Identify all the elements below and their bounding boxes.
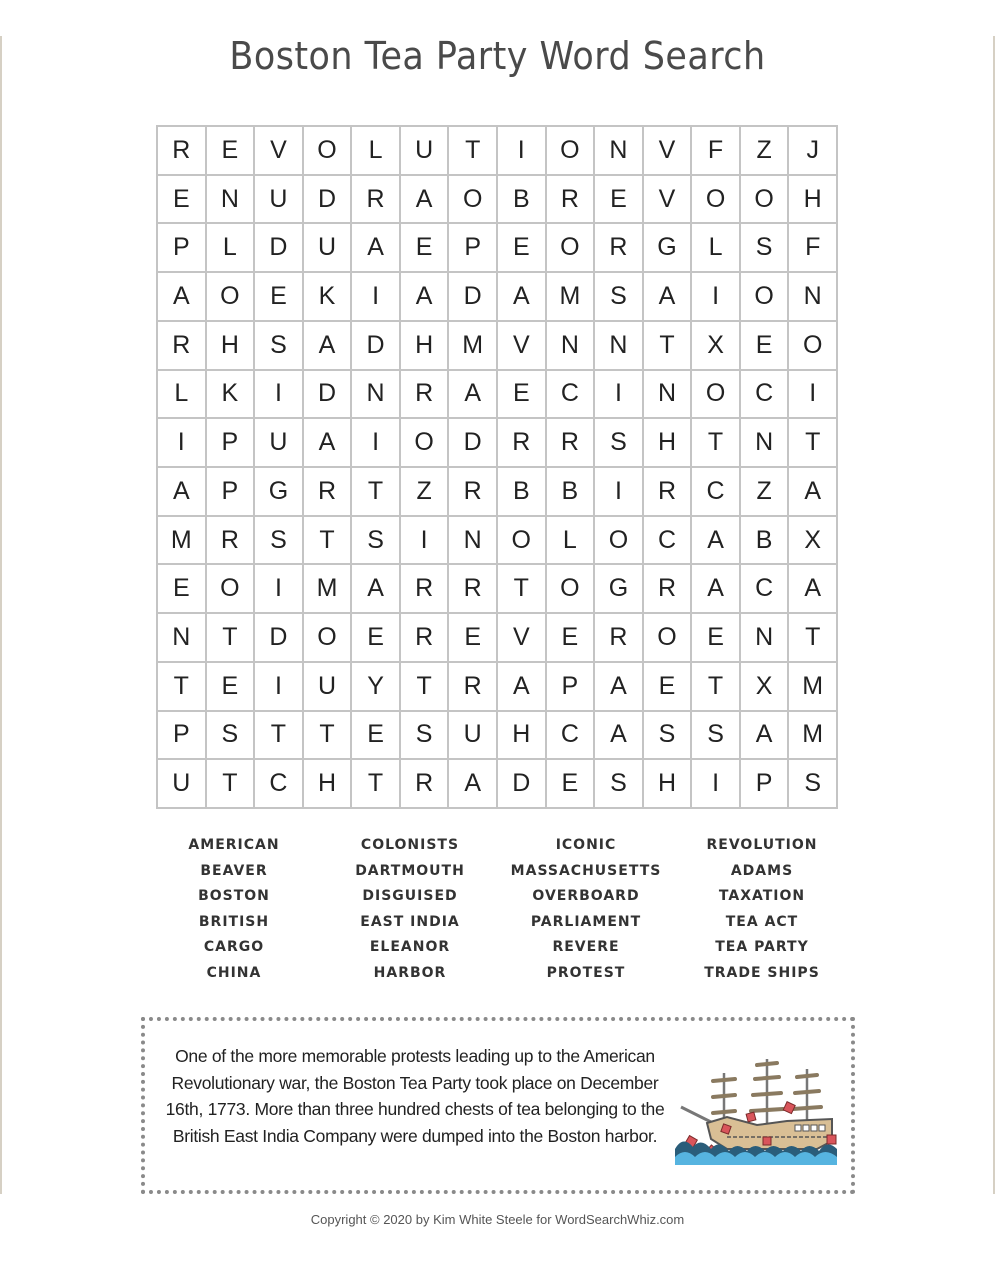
grid-cell[interactable]: E (498, 224, 547, 273)
grid-cell[interactable]: U (158, 760, 207, 809)
grid-cell[interactable]: I (692, 760, 741, 809)
grid-cell[interactable]: O (692, 176, 741, 225)
grid-cell[interactable]: T (255, 712, 304, 761)
grid-cell[interactable]: E (547, 760, 596, 809)
grid-cell[interactable]: H (789, 176, 838, 225)
grid-cell[interactable]: R (352, 176, 401, 225)
grid-cell[interactable]: A (498, 273, 547, 322)
grid-cell[interactable]: A (595, 712, 644, 761)
ship-icon (667, 1051, 843, 1166)
word-list-item: CARGO (203, 939, 265, 955)
grid-cell[interactable]: E (595, 176, 644, 225)
grid-cell[interactable]: D (255, 614, 304, 663)
grid-cell[interactable]: N (352, 371, 401, 420)
grid-cell[interactable]: T (207, 760, 256, 809)
grid-cell[interactable]: B (498, 176, 547, 225)
grid-cell[interactable]: O (595, 517, 644, 566)
grid-cell[interactable]: I (401, 517, 450, 566)
word-list (146, 836, 850, 983)
grid-cell[interactable]: T (498, 565, 547, 614)
grid-cell[interactable]: C (692, 468, 741, 517)
grid-cell[interactable]: E (498, 371, 547, 420)
grid-cell[interactable]: S (255, 322, 304, 371)
grid-cell[interactable]: R (401, 760, 450, 809)
grid-cell[interactable]: O (207, 565, 256, 614)
word-list-item: ADAMS (730, 862, 794, 879)
grid-cell[interactable]: T (352, 468, 401, 517)
grid-cell[interactable]: R (595, 224, 644, 273)
grid-cell[interactable]: D (352, 322, 401, 371)
word-search-grid (156, 125, 838, 809)
grid-cell[interactable]: Z (741, 468, 790, 517)
grid-cell[interactable]: A (789, 565, 838, 614)
grid-cell[interactable]: E (158, 176, 207, 225)
word-list-item: TEA PARTY (715, 939, 809, 955)
grid-cell[interactable]: C (644, 517, 693, 566)
grid-cell[interactable]: P (158, 712, 207, 761)
grid-cell[interactable]: U (255, 419, 304, 468)
grid-cell[interactable]: I (498, 127, 547, 176)
grid-cell[interactable]: D (449, 273, 498, 322)
grid-cell[interactable]: S (207, 712, 256, 761)
grid-cell[interactable]: A (304, 322, 353, 371)
grid-cell[interactable]: T (449, 127, 498, 176)
page-title: Boston Tea Party Word Search (229, 34, 766, 78)
grid-cell[interactable]: N (789, 273, 838, 322)
grid-cell[interactable]: O (401, 419, 450, 468)
grid-cell[interactable]: T (789, 419, 838, 468)
grid-cell[interactable]: P (207, 419, 256, 468)
grid-cell[interactable]: V (498, 614, 547, 663)
grid-cell[interactable]: E (692, 614, 741, 663)
grid-cell[interactable]: O (547, 565, 596, 614)
grid-cell[interactable]: P (207, 468, 256, 517)
grid-cell[interactable]: A (595, 663, 644, 712)
grid-cell[interactable]: B (498, 468, 547, 517)
grid-cell[interactable]: M (547, 273, 596, 322)
grid-cell[interactable]: R (401, 614, 450, 663)
grid-cell[interactable]: I (595, 371, 644, 420)
grid-cell[interactable]: P (741, 760, 790, 809)
grid-cell[interactable]: T (692, 419, 741, 468)
grid-cell[interactable]: O (207, 273, 256, 322)
grid-cell[interactable]: E (401, 224, 450, 273)
grid-cell[interactable]: A (352, 224, 401, 273)
grid-cell[interactable]: H (644, 419, 693, 468)
grid-cell[interactable]: E (207, 127, 256, 176)
grid-cell[interactable]: D (304, 176, 353, 225)
grid-cell[interactable]: S (255, 517, 304, 566)
grid-cell[interactable]: J (789, 127, 838, 176)
grid-cell[interactable]: A (644, 273, 693, 322)
grid-cell[interactable]: E (449, 614, 498, 663)
grid-cell[interactable]: Z (401, 468, 450, 517)
grid-cell[interactable]: L (352, 127, 401, 176)
grid-cell[interactable]: R (547, 176, 596, 225)
grid-cell[interactable]: R (644, 468, 693, 517)
word-list-item: OVERBOARD (532, 888, 640, 904)
grid-cell[interactable]: S (789, 760, 838, 809)
grid-cell[interactable]: T (789, 614, 838, 663)
grid-cell[interactable]: R (401, 371, 450, 420)
grid-cell[interactable]: T (692, 663, 741, 712)
grid-cell[interactable]: A (449, 760, 498, 809)
grid-cell[interactable]: G (595, 565, 644, 614)
grid-cell[interactable]: K (207, 371, 256, 420)
grid-cell[interactable]: A (449, 371, 498, 420)
grid-cell[interactable]: S (692, 712, 741, 761)
grid-cell[interactable]: B (547, 468, 596, 517)
grid-cell[interactable]: N (207, 176, 256, 225)
grid-cell[interactable]: M (789, 712, 838, 761)
grid-cell[interactable]: I (595, 468, 644, 517)
grid-cell[interactable]: I (158, 419, 207, 468)
grid-cell[interactable]: I (789, 371, 838, 420)
grid-cell[interactable]: G (644, 224, 693, 273)
word-list-item: COLONISTS (360, 837, 460, 853)
grid-cell[interactable]: T (401, 663, 450, 712)
grid-cell[interactable]: O (644, 614, 693, 663)
word-list-item: AMERICAN (188, 837, 280, 853)
word-list-item: EAST INDIA (360, 913, 460, 930)
grid-cell[interactable]: I (692, 273, 741, 322)
grid-cell[interactable]: E (352, 712, 401, 761)
grid-cell[interactable]: I (352, 273, 401, 322)
copyright-footer: Copyright © 2020 by Kim White Steele for WordSearchWhiz.com (310, 1212, 685, 1227)
grid-cell[interactable]: N (158, 614, 207, 663)
word-list-item: DARTMOUTH (355, 862, 465, 879)
grid-cell[interactable]: R (304, 468, 353, 517)
grid-cell[interactable]: A (401, 176, 450, 225)
grid-cell[interactable]: A (692, 565, 741, 614)
grid-cell[interactable]: L (692, 224, 741, 273)
grid-cell[interactable]: X (692, 322, 741, 371)
grid-cell[interactable]: M (304, 565, 353, 614)
left-page-rule (0, 36, 2, 1194)
grid-cell[interactable]: V (255, 127, 304, 176)
grid-cell[interactable]: M (449, 322, 498, 371)
grid-cell[interactable]: E (644, 663, 693, 712)
word-list-item: ELEANOR (369, 939, 451, 955)
grid-cell[interactable]: P (547, 663, 596, 712)
grid-cell[interactable]: C (741, 565, 790, 614)
grid-cell[interactable]: A (304, 419, 353, 468)
grid-cell[interactable]: C (547, 371, 596, 420)
grid-cell[interactable]: E (741, 322, 790, 371)
grid-cell[interactable]: S (595, 760, 644, 809)
grid-cell[interactable]: I (255, 663, 304, 712)
grid-cell[interactable]: S (352, 517, 401, 566)
grid-cell[interactable]: Y (352, 663, 401, 712)
grid-cell[interactable]: D (449, 419, 498, 468)
grid-cell[interactable]: R (449, 663, 498, 712)
grid-cell[interactable]: T (207, 614, 256, 663)
grid-cell[interactable]: R (449, 468, 498, 517)
grid-cell[interactable]: D (304, 371, 353, 420)
word-list-item: ICONIC (555, 837, 617, 853)
grid-cell[interactable]: T (304, 712, 353, 761)
word-list-item: DISGUISED (362, 888, 458, 904)
grid-cell[interactable]: A (158, 273, 207, 322)
grid-cell[interactable]: O (692, 371, 741, 420)
grid-cell[interactable]: U (449, 712, 498, 761)
info-box (141, 1017, 855, 1194)
grid-cell[interactable]: R (498, 419, 547, 468)
grid-cell[interactable]: L (158, 371, 207, 420)
grid-cell[interactable]: U (304, 663, 353, 712)
grid-cell[interactable]: G (255, 468, 304, 517)
grid-cell[interactable]: H (207, 322, 256, 371)
grid-cell[interactable]: R (158, 127, 207, 176)
word-list-item: CHINA (206, 964, 262, 981)
grid-cell[interactable]: Z (741, 127, 790, 176)
word-list-item: BOSTON (198, 888, 270, 904)
grid-cell[interactable]: E (547, 614, 596, 663)
grid-cell[interactable]: F (789, 224, 838, 273)
grid-cell[interactable]: M (158, 517, 207, 566)
grid-cell[interactable]: A (692, 517, 741, 566)
grid-cell[interactable]: R (158, 322, 207, 371)
grid-cell[interactable]: O (789, 322, 838, 371)
grid-cell[interactable]: O (304, 127, 353, 176)
grid-cell[interactable]: K (304, 273, 353, 322)
grid-cell[interactable]: A (401, 273, 450, 322)
grid-cell[interactable]: T (644, 322, 693, 371)
grid-cell[interactable]: H (644, 760, 693, 809)
grid-cell[interactable]: N (595, 322, 644, 371)
grid-cell[interactable]: E (207, 663, 256, 712)
grid-cell[interactable]: S (644, 712, 693, 761)
word-list-item: MASSACHUSETTS (510, 862, 662, 879)
grid-cell[interactable]: D (255, 224, 304, 273)
grid-cell[interactable]: T (304, 517, 353, 566)
grid-cell[interactable]: O (741, 176, 790, 225)
grid-cell[interactable]: H (304, 760, 353, 809)
grid-cell[interactable]: S (401, 712, 450, 761)
grid-cell[interactable]: R (644, 565, 693, 614)
grid-cell[interactable]: U (255, 176, 304, 225)
grid-cell[interactable]: A (498, 663, 547, 712)
grid-cell[interactable]: A (352, 565, 401, 614)
grid-cell[interactable]: R (401, 565, 450, 614)
grid-cell[interactable]: T (158, 663, 207, 712)
grid-cell[interactable]: N (741, 419, 790, 468)
grid-cell[interactable]: T (352, 760, 401, 809)
grid-cell[interactable]: I (255, 565, 304, 614)
grid-cell[interactable]: P (158, 224, 207, 273)
grid-cell[interactable]: O (304, 614, 353, 663)
grid-cell[interactable]: N (741, 614, 790, 663)
grid-cell[interactable]: U (401, 127, 450, 176)
grid-cell[interactable]: N (644, 371, 693, 420)
grid-cell[interactable]: H (401, 322, 450, 371)
word-list-item: TAXATION (718, 888, 806, 904)
grid-cell[interactable]: P (449, 224, 498, 273)
grid-cell[interactable]: I (352, 419, 401, 468)
grid-cell[interactable]: R (449, 565, 498, 614)
grid-cell[interactable]: X (741, 663, 790, 712)
word-list-item: PARLIAMENT (530, 913, 642, 930)
grid-cell[interactable]: X (789, 517, 838, 566)
grid-cell[interactable]: O (547, 127, 596, 176)
grid-cell[interactable]: E (255, 273, 304, 322)
grid-cell[interactable]: A (158, 468, 207, 517)
grid-cell[interactable]: S (595, 273, 644, 322)
grid-cell[interactable]: V (498, 322, 547, 371)
grid-cell[interactable]: A (741, 712, 790, 761)
word-list-item: HARBOR (373, 964, 447, 981)
word-list-item: REVERE (552, 939, 620, 955)
grid-cell[interactable]: N (449, 517, 498, 566)
grid-cell[interactable]: D (498, 760, 547, 809)
grid-cell[interactable]: C (547, 712, 596, 761)
grid-cell[interactable]: I (255, 371, 304, 420)
grid-cell[interactable]: N (547, 322, 596, 371)
grid-cell[interactable]: N (595, 127, 644, 176)
grid-cell[interactable]: R (207, 517, 256, 566)
grid-cell[interactable]: V (644, 127, 693, 176)
grid-cell[interactable]: L (547, 517, 596, 566)
word-list-item: PROTEST (546, 964, 626, 981)
grid-cell[interactable]: R (595, 614, 644, 663)
grid-cell[interactable]: E (352, 614, 401, 663)
grid-cell[interactable]: R (547, 419, 596, 468)
word-list-item: TRADE SHIPS (704, 964, 820, 981)
grid-cell[interactable]: O (741, 273, 790, 322)
grid-cell[interactable]: M (789, 663, 838, 712)
word-list-item: BRITISH (198, 913, 270, 930)
grid-cell[interactable]: S (595, 419, 644, 468)
word-list-item: REVOLUTION (706, 837, 818, 853)
grid-cell[interactable]: E (158, 565, 207, 614)
grid-cell[interactable]: C (741, 371, 790, 420)
grid-cell[interactable]: L (207, 224, 256, 273)
grid-cell[interactable]: S (741, 224, 790, 273)
grid-cell[interactable]: H (498, 712, 547, 761)
grid-cell[interactable]: O (547, 224, 596, 273)
grid-cell[interactable]: O (449, 176, 498, 225)
grid-cell[interactable]: A (789, 468, 838, 517)
grid-cell[interactable]: U (304, 224, 353, 273)
word-list-item: TEA ACT (725, 913, 799, 930)
grid-cell[interactable]: O (498, 517, 547, 566)
info-text: One of the more memorable protests leading up to the American Revolutionary war, the Boston Tea Party took place on December 16th, 1773. More than three hundred chests of tea belonging to the British East India Company were dumped into the Boston harbor. (165, 1046, 665, 1146)
grid-cell[interactable]: V (644, 176, 693, 225)
word-list-item: BEAVER (200, 862, 268, 879)
grid-cell[interactable]: B (741, 517, 790, 566)
grid-cell[interactable]: F (692, 127, 741, 176)
grid-cell[interactable]: C (255, 760, 304, 809)
